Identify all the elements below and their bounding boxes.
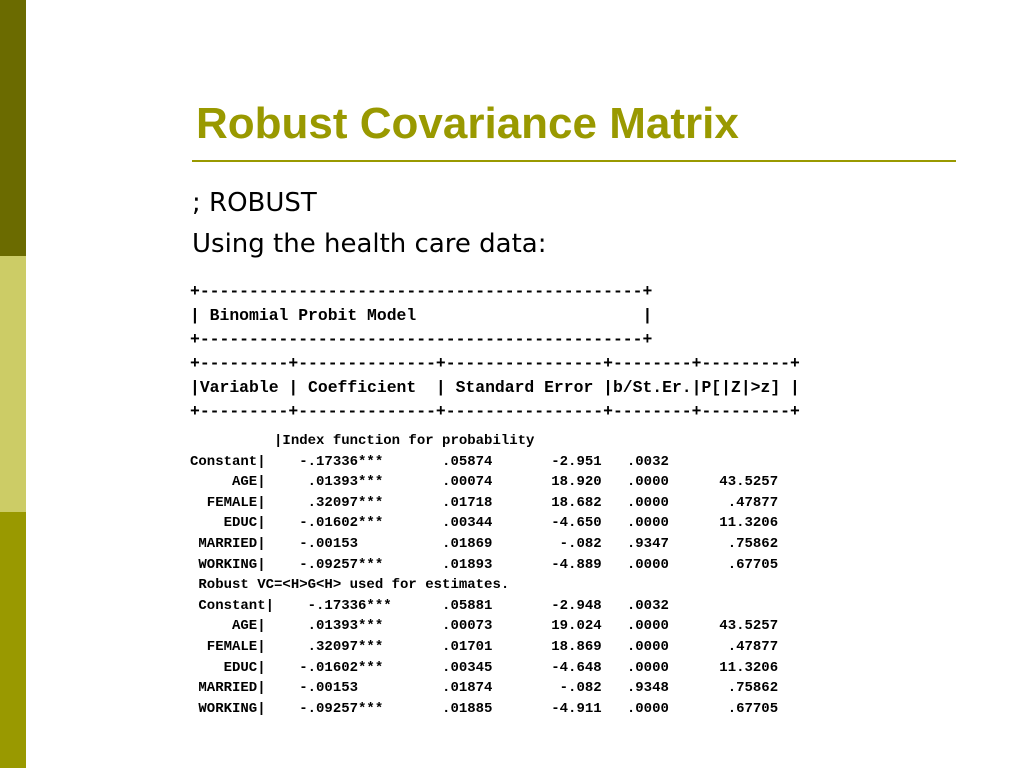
header-border-mid: +---------------------------------------------+: [190, 330, 653, 349]
table-row: WORKING| -.09257*** .01893 -4.889 .0000 .67705: [190, 556, 779, 573]
table-row: EDUC| -.01602*** .00344 -4.650 .0000 11.3206: [190, 515, 779, 532]
bullet-data-description: Using the health care data:: [192, 229, 547, 259]
sidebar-segment-top: [0, 0, 26, 256]
table-row: Constant| -.17336*** .05874 -2.951 .0032: [190, 453, 669, 470]
sidebar-segment-bottom: [0, 512, 26, 768]
model-name-line: | Binomial Probit Model |: [190, 306, 653, 325]
table-row: FEMALE| .32097*** .01718 18.682 .0000 .47877: [190, 494, 779, 511]
decorative-sidebar: [0, 0, 26, 768]
header-border-top: +---------------------------------------------+: [190, 282, 653, 301]
bullet-robust-option: ; ROBUST: [192, 188, 317, 218]
robust-vc-note: Robust VC=<H>G<H> used for estimates.: [190, 577, 510, 594]
column-border-bottom: +---------+--------------+----------------+--------+---------+: [190, 402, 800, 421]
sidebar-segment-middle: [0, 256, 26, 512]
column-border-top: +---------+--------------+----------------+--------+---------+: [190, 354, 800, 373]
column-headers-line: |Variable | Coefficient | Standard Error |b/St.Er.|P[|Z|>z] |: [190, 378, 800, 397]
table-row: MARRIED| -.00153 .01869 -.082 .9347 .75862: [190, 535, 779, 552]
table-row: MARRIED| -.00153 .01874 -.082 .9348 .75862: [190, 680, 779, 697]
slide-title: Robust Covariance Matrix: [196, 99, 739, 148]
index-function-label: |Index function for probability: [190, 433, 535, 449]
table-row: WORKING| -.09257*** .01885 -4.911 .0000 .67705: [190, 700, 779, 717]
table-row: FEMALE| .32097*** .01701 18.869 .0000 .47877: [190, 638, 779, 655]
table-row: AGE| .01393*** .00073 19.024 .0000 43.5257: [190, 618, 779, 635]
output-table-body: [190, 431, 778, 719]
table-row: Constant| -.17336*** .05881 -2.948 .0032: [190, 597, 669, 614]
output-table-header: [190, 280, 800, 424]
table-row: EDUC| -.01602*** .00345 -4.648 .0000 11.3206: [190, 659, 779, 676]
title-underline: [192, 160, 956, 162]
table-row: AGE| .01393*** .00074 18.920 .0000 43.5257: [190, 474, 779, 491]
